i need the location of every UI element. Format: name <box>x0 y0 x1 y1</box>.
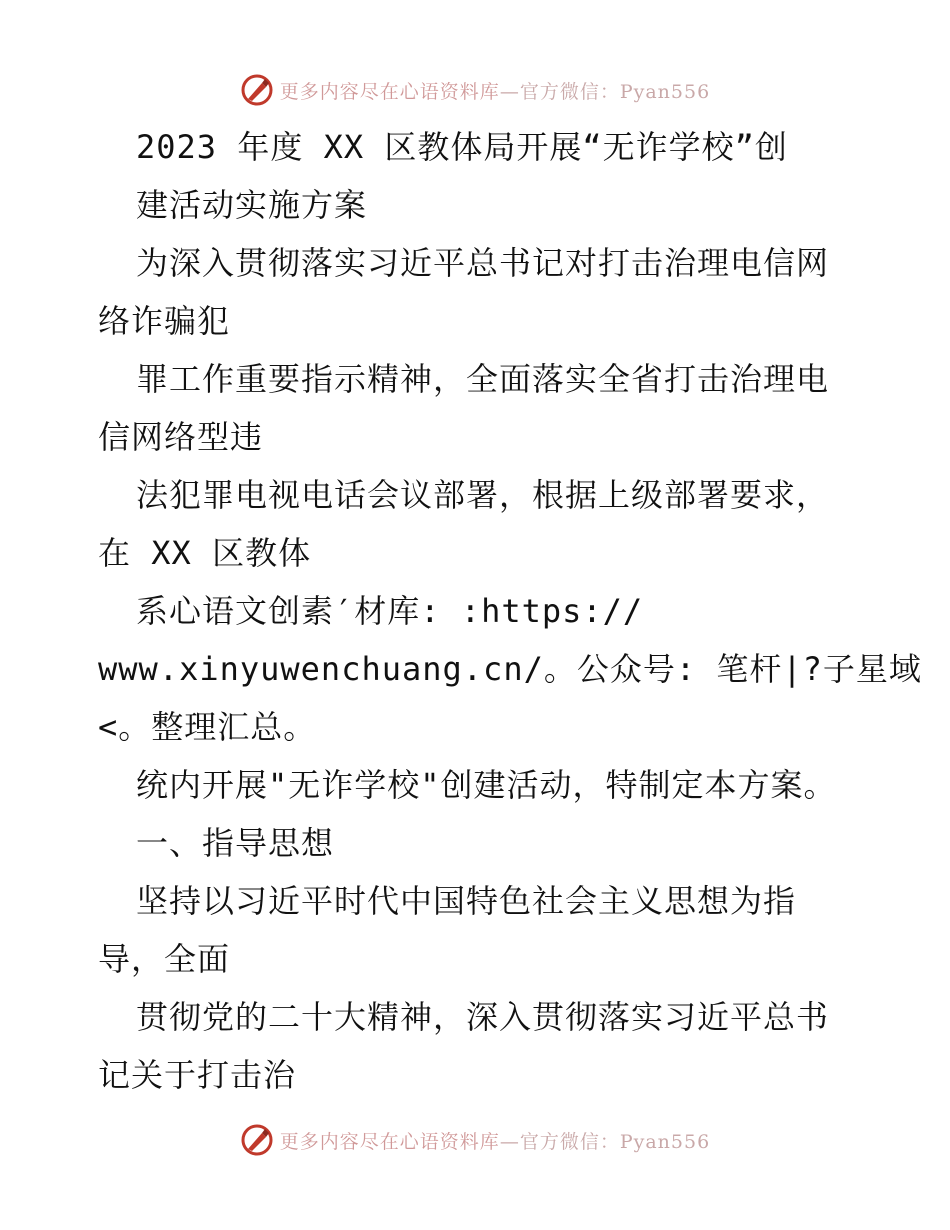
doc-line: 为深入贯彻落实习近平总书记对打击治理电信网 <box>136 244 830 282</box>
doc-line: <。整理汇总。 <box>98 708 317 746</box>
doc-line: 贯彻党的二十大精神，深入贯彻落实习近平总书 <box>136 998 830 1036</box>
doc-line: 导，全面 <box>98 940 231 978</box>
doc-line: 法犯罪电视电话会议部署，根据上级部署要求， <box>136 476 830 514</box>
watermark-text: 更多内容尽在心语资料库—官方微信：Pyan556 <box>279 80 711 103</box>
doc-line: 络诈骗犯 <box>98 302 231 340</box>
footer-watermark <box>0 1120 950 1160</box>
doc-line: 记关于打击治 <box>98 1056 297 1094</box>
doc-line: 罪工作重要指示精神，全面落实全省打击治理电 <box>136 360 830 398</box>
section-heading: 一、指导思想 <box>136 824 335 862</box>
doc-line: www.xinyuwenchuang.cn/。公众号: 笔杆|?子星域 <box>98 650 922 688</box>
doc-line: 信网络型违 <box>98 418 264 456</box>
pen-logo-icon <box>240 1123 274 1157</box>
doc-line: 系心语文创素′材库: :https:// <box>136 592 644 630</box>
header-watermark <box>0 70 950 110</box>
doc-line: 在 XX 区教体 <box>98 534 312 572</box>
doc-line: 统内开展"无诈学校"创建活动，特制定本方案。 <box>136 766 837 804</box>
doc-line: 建活动实施方案 <box>136 186 368 224</box>
watermark-text: 更多内容尽在心语资料库—官方微信：Pyan556 <box>279 1130 711 1153</box>
doc-line: 坚持以习近平时代中国特色社会主义思想为指 <box>136 882 797 920</box>
document-body <box>98 118 922 1104</box>
pen-logo-icon <box>240 73 274 107</box>
doc-line: 2023 年度 XX 区教体局开展“无诈学校”创 <box>136 128 788 166</box>
